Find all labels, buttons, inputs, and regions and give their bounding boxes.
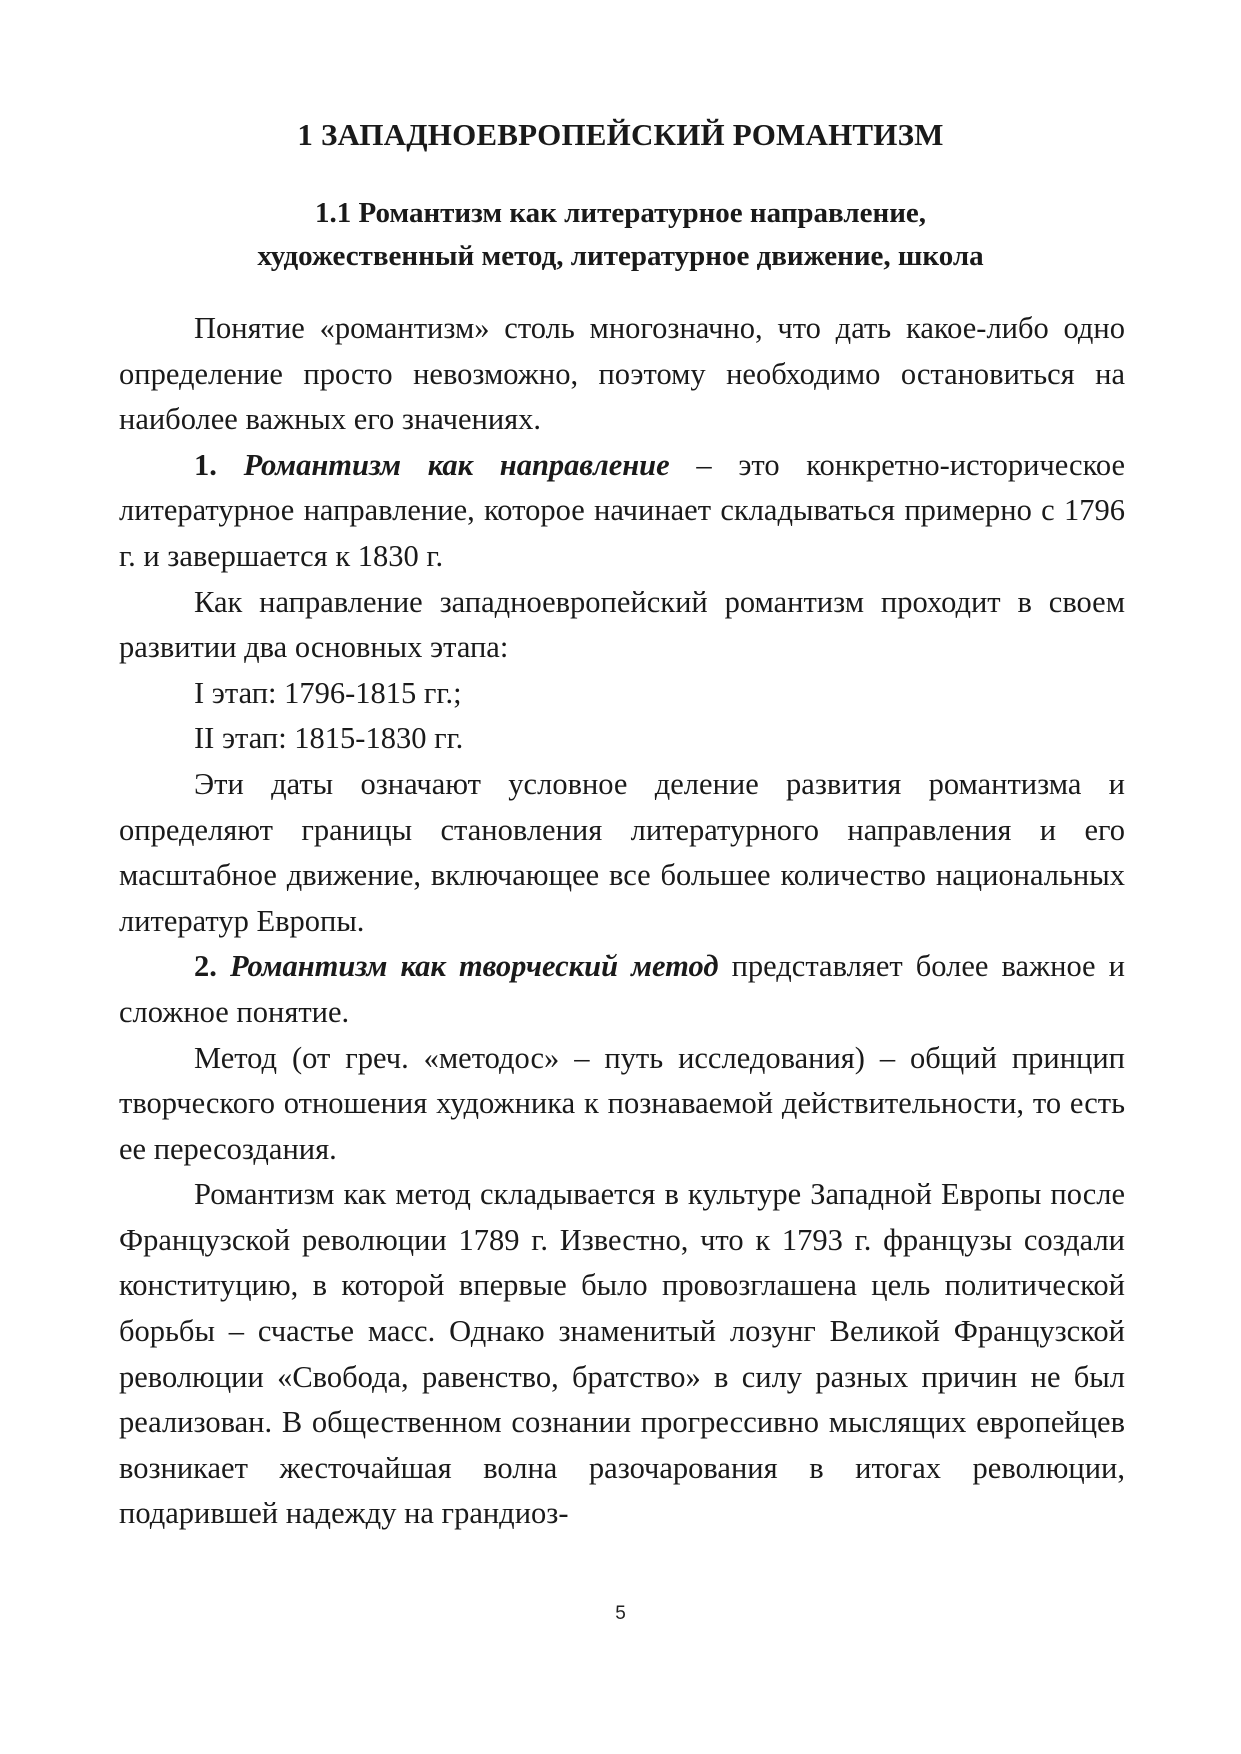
paragraph: Понятие «романтизм» столь многозначно, что дать какое-либо одно определение просто невозможно, поэтому необходимо остановиться на наиболее важных его значениях. — [119, 311, 1125, 437]
paragraph: Эти даты означают условное деление развития романтизма и определяют границы становления литературного направления и его масштабное движение, включающее все большее количество национальных литератур Европы. — [119, 766, 1125, 938]
term: Романтизм как направление — [243, 447, 670, 482]
section-title-line-1: 1.1 Романтизм как литературное направление, — [314, 197, 927, 229]
stage-item: II этап: 1815-1830 гг. — [194, 721, 464, 756]
item-number: 1. — [194, 447, 217, 482]
term: Романтизм как творческий метод — [229, 949, 719, 984]
page-number: 5 — [615, 1603, 626, 1624]
section-title — [0, 192, 1241, 278]
body-text — [119, 306, 1125, 1537]
item-number: 2. — [194, 949, 217, 984]
paragraph-direction — [119, 443, 1125, 580]
paragraph: Романтизм как метод складывается в культуре Западной Европы после Французской революции 1789 г. Известно, что к 1793 г. французы создали конституцию, в которой впервые было провозглашена цель политической борьбы – счастье масс. Однако знаменитый лозунг Великой Французской революции «Свобода, равенство, братство» в силу разных причин не был реализован. В общественном сознании прогрессивно мыслящих европейцев возникает жесточайшая волна разочарования в итогах революции, подарившей надежду на грандиоз- — [119, 1177, 1125, 1531]
section-title-line-2: художественный метод, литературное движение, школа — [257, 240, 984, 272]
paragraph-text: – это конкретно-историческое литературное направление, которое начинает складываться примерно с 1796 г. и завершается к 1830 г. — [119, 447, 1126, 573]
stage-item: I этап: 1796-1815 гг.; — [194, 675, 462, 710]
paragraph-text: представляет более важное и сложное понятие. — [119, 949, 1126, 1029]
chapter-title: 1 ЗАПАДНОЕВРОПЕЙСКИЙ РОМАНТИЗМ — [297, 117, 944, 152]
paragraph-method — [119, 944, 1125, 1035]
paragraph: Метод (от греч. «методос» – путь исследования) – общий принцип творческого отношения художника к познаваемой действительности, то есть ее пересоздания. — [119, 1040, 1125, 1166]
paragraph: Как направление западноевропейский романтизм проходит в своем развитии два основных этапа: — [119, 584, 1125, 665]
